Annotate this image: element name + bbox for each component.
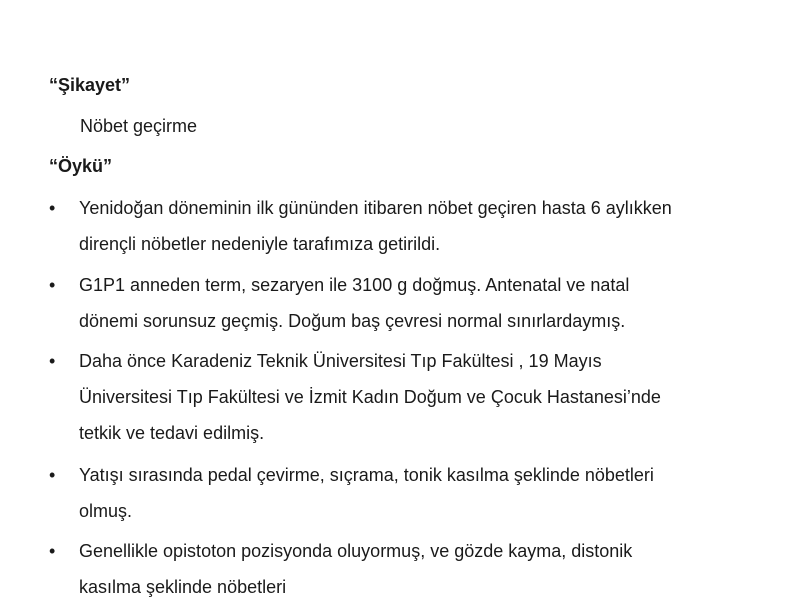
list-item [49, 190, 769, 262]
bullet-icon: • [49, 351, 56, 371]
list-item [49, 343, 769, 451]
complaint-heading: “Şikayet” [49, 75, 131, 95]
list-item-text: G1P1 anneden term, sezaryen ile 3100 g doğmuş. Antenatal ve natal dönemi sorunsuz geçmiş. Doğum baş çevresi normal sınırlardaymış. [79, 275, 630, 331]
list-item-text: Daha önce Karadeniz Teknik Üniversitesi Tıp Fakültesi , 19 Mayıs Üniversitesi Tıp Fakültesi ve İzmit Kadın Doğum ve Çocuk Hastanesi’nde tetkik ve tedavi edilmiş. [79, 351, 661, 443]
list-item [49, 533, 769, 600]
list-item [49, 457, 769, 529]
list-item-text: Yenidoğan döneminin ilk gününden itibaren nöbet geçiren hasta 6 aylıkken dirençli nöbetler nedeniyle tarafımıza getirildi. [79, 198, 672, 254]
history-heading: “Öykü” [49, 156, 113, 176]
bullet-icon: • [49, 198, 56, 218]
bullet-icon: • [49, 275, 56, 295]
list-item-text: Genellikle opistoton pozisyonda oluyormuş, ve gözde kayma, distonik kasılma şeklinde nöbetleri [79, 541, 633, 597]
list-item [49, 267, 769, 339]
list-item-text: Yatışı sırasında pedal çevirme, sıçrama, tonik kasılma şeklinde nöbetleri olmuş. [79, 465, 654, 521]
bullet-icon: • [49, 465, 56, 485]
bullet-icon: • [49, 541, 56, 561]
complaint-text: Nöbet geçirme [80, 116, 198, 136]
